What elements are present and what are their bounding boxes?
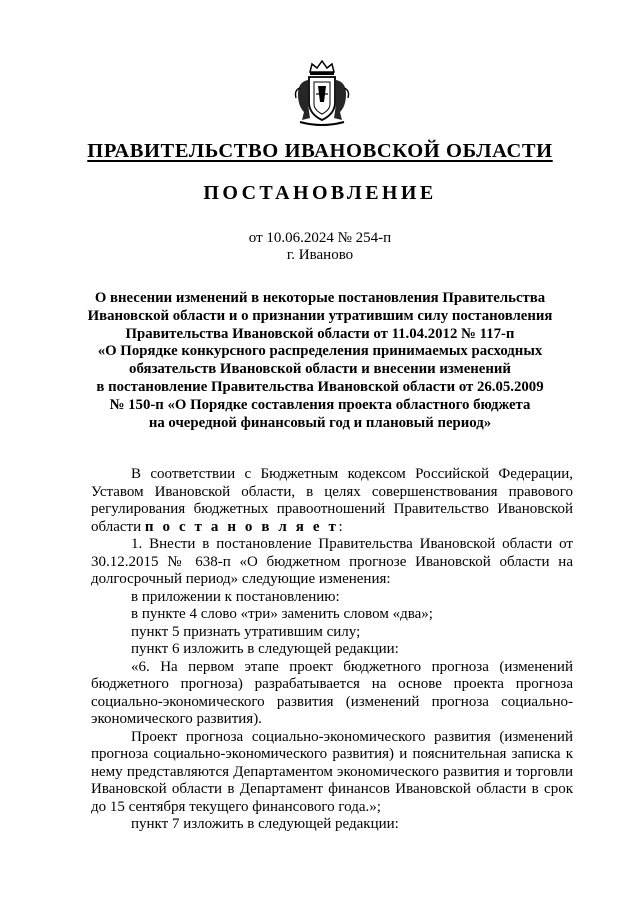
resolves-word: п о с т а н о в л я е т [144, 518, 339, 535]
document-body [91, 466, 573, 834]
title-line: О внесении изменений в некоторые постановления Правительства [94, 290, 546, 306]
document-meta [60, 230, 580, 264]
resolves-colon: : [338, 518, 343, 535]
title-line: Ивановской области и о признании утратившим силу постановления [87, 307, 553, 324]
preamble-text: В соответствии с Бюджетным кодексом Российской Федерации, Уставом Ивановской области, в целях совершенствования правового регулирования бюджетных правоотношений Правительство Ивановской области [91, 466, 573, 535]
annex-line: в приложении к постановлению: [131, 588, 340, 605]
title-line: № 150-п «О Порядке составления проекта областного бюджета [109, 396, 531, 413]
date-number: от 10.06.2024 № 254-п [248, 230, 392, 246]
point-4-line: в пункте 4 слово «три» заменить словом «два»; [131, 606, 433, 622]
document-title [76, 290, 564, 432]
preamble-paragraph [91, 466, 573, 536]
title-line: Правительства Ивановской области от 11.04.2012 № 117-п [125, 325, 515, 342]
point-5-line: пункт 5 признать утратившим силу; [131, 623, 361, 640]
title-line: обязательств Ивановской области и внесении изменений [129, 361, 511, 378]
title-line: «О Порядке конкурсного распределения принимаемых расходных [97, 343, 543, 360]
quote-paragraph-2: Проект прогноза социально-экономического развития (изменений прогноза социально-экономического развития) и пояснительная записка к нему представляются Департаментом экономического развития и торговли Ивановской области в Департамент финансов Ивановской области в срок до 15 сентября текущего финансового года.»; [91, 728, 573, 815]
title-line: на очередной финансовый год и плановый период» [148, 414, 492, 431]
document-type: ПОСТАНОВЛЕНИЕ [203, 182, 437, 204]
organization-name: ПРАВИТЕЛЬСТВО ИВАНОВСКОЙ ОБЛАСТИ [87, 140, 553, 162]
point-6-line: пункт 6 изложить в следующей редакции: [131, 641, 399, 657]
point-7-line: пункт 7 изложить в следующей редакции: [131, 816, 399, 832]
quote-paragraph-1: «6. На первом этапе проект бюджетного прогноза (изменений бюджетного прогноза) разрабатывается на основе проекта прогноза социально-экономического развития (изменений прогноза социально-экономического развития). [91, 658, 573, 727]
coat-of-arms-emblem [290, 58, 354, 128]
city: г. Иваново [286, 247, 354, 263]
item-1-paragraph: 1. Внести в постановление Правительства Ивановской области от 30.12.2015 № 638-п «О бюджетном прогнозе Ивановской области на долгосрочный период» следующие изменения: [91, 536, 573, 587]
title-line: в постановление Правительства Ивановской области от 26.05.2009 [96, 378, 544, 395]
